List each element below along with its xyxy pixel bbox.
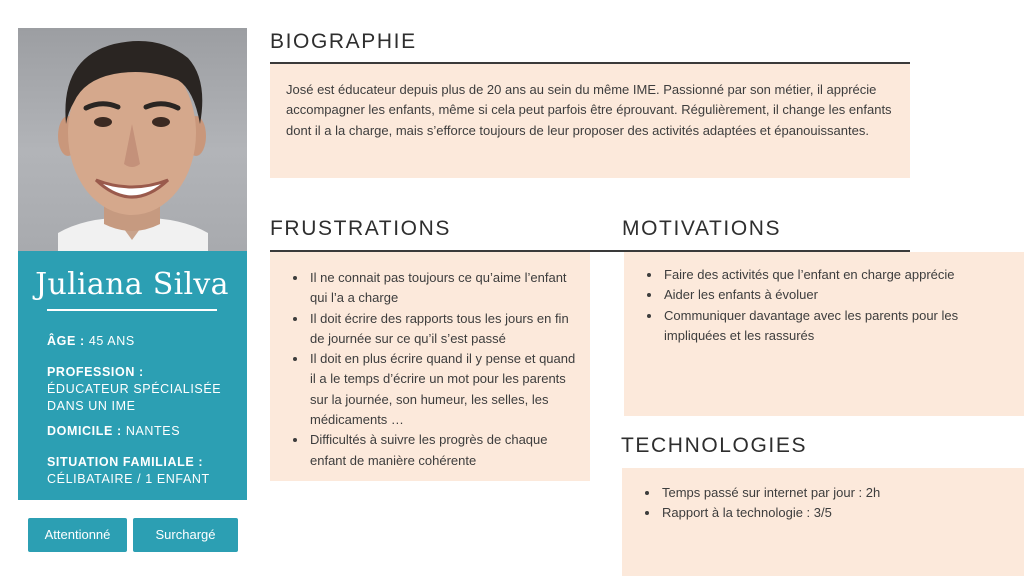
frustrations-box: [270, 252, 590, 481]
fact-age: [47, 333, 229, 350]
portrait-image: [18, 28, 247, 251]
motivations-heading: MOTIVATIONS: [622, 217, 782, 240]
motivation-item: • Communiquer davantage avec les parents pour les impliquées et les rassurés: [662, 306, 974, 347]
biography-box: [270, 64, 910, 178]
tag-surcharge[interactable]: Surchargé: [133, 518, 238, 552]
fact-domicile-key: DOMICILE :: [47, 424, 122, 438]
persona-name: Juliana Silva: [35, 267, 229, 302]
tag-attentionne[interactable]: Attentionné: [28, 518, 127, 552]
frustration-item: • Il doit écrire des rapports tous les jours en fin de journée sur ce qu’il s’est passé: [308, 309, 582, 350]
frustration-item: • Difficultés à suivre les progrès de chaque enfant de manière cohérente: [308, 430, 582, 471]
fact-age-value: 45 ANS: [88, 334, 135, 348]
fact-profession-key: PROFESSION :: [47, 365, 144, 379]
frustrations-heading: FRUSTRATIONS: [270, 217, 451, 240]
biography-text: José est éducateur depuis plus de 20 ans au sein du même IME. Passionné par son métier, il apprécie accompagner les enfants, même si cela peut parfois être éprouvant. Régulièrement, il change les enfants dont il a la charge, mais s’efforce toujours de leur proposer des activités adaptées et épanouissantes.: [286, 82, 892, 138]
motivation-item: • Faire des activités que l’enfant en charge apprécie: [662, 265, 974, 285]
frustration-item: • Il doit en plus écrire quand il y pense et quand il a le temps d’écrire un mot pour les parents sur la journée, son humeur, les selles, les médicaments …: [308, 349, 582, 430]
frustration-item: • Il ne connait pas toujours ce qu’aime l’enfant qui l’a a charge: [308, 268, 582, 309]
frustrations-list: [290, 268, 582, 471]
technology-item: • Temps passé sur internet par jour : 2h: [660, 483, 1004, 503]
motivations-list: [644, 265, 974, 346]
fact-domicile-value: NANTES: [125, 424, 181, 438]
profile-card: [18, 251, 247, 500]
fact-age-key: ÂGE :: [47, 334, 85, 348]
motivation-item: • Aider les enfants à évoluer: [662, 285, 974, 305]
technology-item: • Rapport à la technologie : 3/5: [660, 503, 1004, 523]
technologies-heading: TECHNOLOGIES: [621, 434, 808, 457]
biography-heading: BIOGRAPHIE: [270, 30, 417, 53]
technologies-box: [622, 468, 1024, 576]
fact-situation-value: CÉLIBATAIRE / 1 ENFANT: [47, 472, 210, 486]
profile-photo: [18, 28, 247, 251]
fact-profession-value: ÉDUCATEUR SPÉCIALISÉE DANS UN IME: [47, 382, 222, 413]
technologies-list: [642, 483, 1004, 524]
name-underline: [47, 309, 217, 311]
fact-situation-key: SITUATION FAMILIALE :: [47, 455, 204, 469]
motivations-box: [624, 252, 1024, 416]
fact-situation: [47, 454, 229, 488]
fact-profession: [47, 364, 229, 415]
fact-domicile: [47, 423, 229, 440]
